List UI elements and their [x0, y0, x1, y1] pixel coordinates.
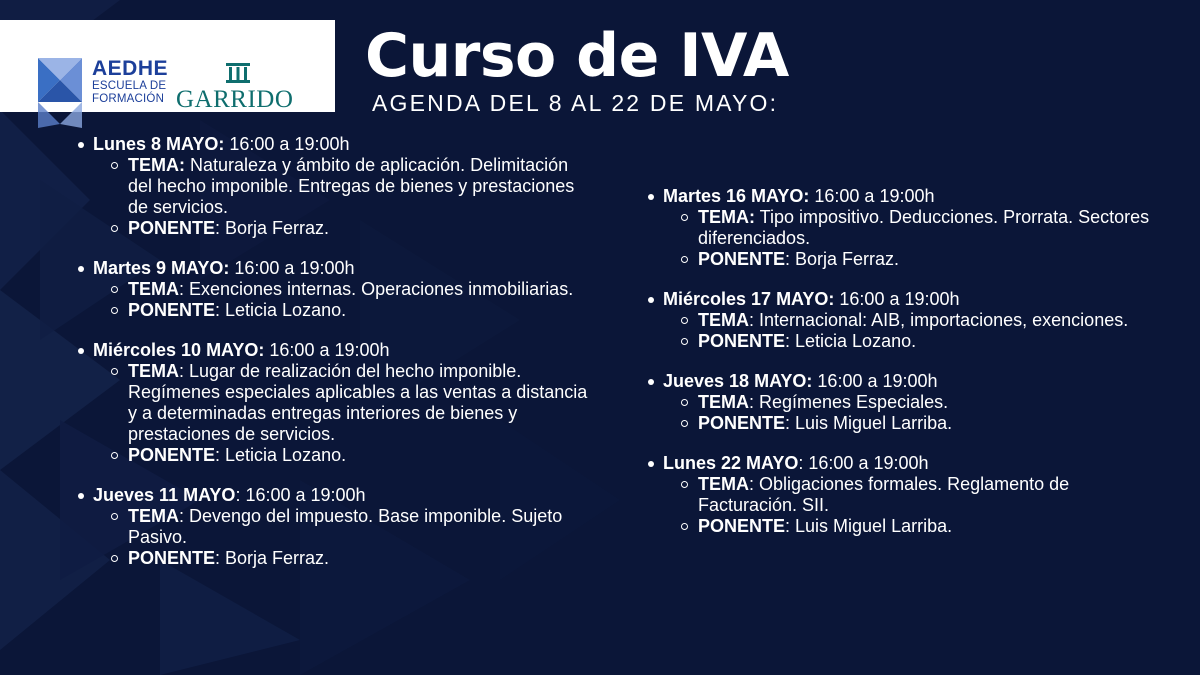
tema-text: Tipo impositivo. Deducciones. Prorrata. Sectores diferenciados. [698, 207, 1150, 248]
aedhe-line2: FORMACIÓN [92, 93, 165, 105]
session-date-line [645, 186, 1155, 207]
agenda-left-column [75, 134, 595, 588]
session-item [645, 371, 1155, 434]
session-time: 16:00 a 19:00h [834, 289, 960, 309]
session-time: 16:00 a 19:00h [224, 134, 350, 154]
session-date-line [75, 258, 595, 279]
ponente-text: : Leticia Lozano. [785, 331, 917, 351]
tema-text: : Internacional: AIB, importaciones, exenciones. [749, 310, 1129, 330]
session-time: 16:00 a 19:00h [229, 258, 355, 278]
page-subtitle: AGENDA DEL 8 AL 22 DE MAYO: [372, 90, 779, 116]
ponente-text: : Luis Miguel Larriba. [785, 516, 953, 536]
session-item [645, 289, 1155, 352]
ponente-label: PONENTE [698, 413, 786, 433]
tema-label: TEMA [128, 506, 179, 526]
session-item [75, 258, 595, 321]
tema-label: TEMA [128, 361, 179, 381]
tema-text: : Exenciones internas. Operaciones inmobiliarias. [179, 279, 574, 299]
session-speaker [698, 516, 1155, 537]
session-day: Jueves 18 MAYO: [663, 371, 813, 391]
ponente-text: : Leticia Lozano. [215, 445, 347, 465]
ponente-label: PONENTE [698, 249, 786, 269]
session-day: Martes 9 MAYO: [93, 258, 230, 278]
session-day: Miércoles 10 MAYO: [93, 340, 265, 360]
tema-label: TEMA [698, 392, 749, 412]
session-topic [698, 392, 1155, 413]
session-speaker [128, 548, 595, 569]
session-item [645, 186, 1155, 270]
session-date-line [75, 485, 595, 506]
aedhe-name: AEDHE [92, 57, 169, 80]
session-speaker [698, 331, 1155, 352]
agenda-right-column [645, 186, 1155, 556]
tema-text: : Regímenes Especiales. [749, 392, 949, 412]
session-day: Jueves 11 MAYO [93, 485, 236, 505]
tema-label: TEMA: [698, 207, 755, 227]
garrido-columns-icon [226, 63, 250, 83]
session-day: Lunes 8 MAYO: [93, 134, 225, 154]
session-date-line [645, 289, 1155, 310]
tema-label: TEMA [698, 310, 749, 330]
session-speaker [698, 413, 1155, 434]
session-day: Martes 16 MAYO: [663, 186, 810, 206]
tema-text: : Lugar de realización del hecho imponible. Regímenes especiales aplicables a las ventas a distancia y a determinadas entregas interiores de bienes y prestaciones de servicios. [128, 361, 588, 444]
ponente-label: PONENTE [128, 300, 216, 320]
aedhe-logo-icon [38, 58, 82, 128]
session-topic [128, 506, 595, 548]
session-date-line [645, 371, 1155, 392]
session-item [645, 453, 1155, 537]
tema-text: : Devengo del impuesto. Base imponible. Sujeto Pasivo. [128, 506, 563, 547]
ponente-text: : Borja Ferraz. [215, 548, 330, 568]
garrido-logo-text: GARRIDO [176, 86, 294, 113]
session-speaker [698, 249, 1155, 270]
ponente-text: : Borja Ferraz. [785, 249, 900, 269]
logos-panel [0, 20, 335, 112]
session-time: : 16:00 a 19:00h [235, 485, 366, 505]
session-topic [698, 310, 1155, 331]
ponente-label: PONENTE [128, 548, 216, 568]
page-title: Curso de IVA [365, 21, 789, 91]
session-time: 16:00 a 19:00h [264, 340, 390, 360]
ponente-text: : Luis Miguel Larriba. [785, 413, 953, 433]
ponente-label: PONENTE [698, 516, 786, 536]
session-speaker [128, 218, 595, 239]
session-topic [128, 279, 595, 300]
session-day: Lunes 22 MAYO [663, 453, 799, 473]
session-date-line [645, 453, 1155, 474]
session-topic [698, 207, 1155, 249]
ponente-label: PONENTE [698, 331, 786, 351]
tema-label: TEMA [698, 474, 749, 494]
session-topic [698, 474, 1155, 516]
session-time: 16:00 a 19:00h [809, 186, 935, 206]
ponente-text: : Leticia Lozano. [215, 300, 347, 320]
session-speaker [128, 445, 595, 466]
ponente-label: PONENTE [128, 218, 216, 238]
tema-text: : Obligaciones formales. Reglamento de Facturación. SII. [698, 474, 1070, 515]
session-time: 16:00 a 19:00h [812, 371, 938, 391]
session-topic [128, 155, 595, 218]
session-item [75, 340, 595, 466]
session-topic [128, 361, 595, 445]
ponente-text: : Borja Ferraz. [215, 218, 330, 238]
session-date-line [75, 134, 595, 155]
session-item [75, 485, 595, 569]
session-time: : 16:00 a 19:00h [798, 453, 929, 473]
ponente-label: PONENTE [128, 445, 216, 465]
aedhe-line1: ESCUELA DE [92, 80, 167, 92]
tema-label: TEMA [128, 279, 179, 299]
tema-text: Naturaleza y ámbito de aplicación. Delimitación del hecho imponible. Entregas de bienes y prestaciones de servicios. [128, 155, 575, 217]
aedhe-logo-text [92, 58, 168, 106]
session-date-line [75, 340, 595, 361]
session-speaker [128, 300, 595, 321]
session-day: Miércoles 17 MAYO: [663, 289, 835, 309]
session-item [75, 134, 595, 239]
tema-label: TEMA: [128, 155, 185, 175]
